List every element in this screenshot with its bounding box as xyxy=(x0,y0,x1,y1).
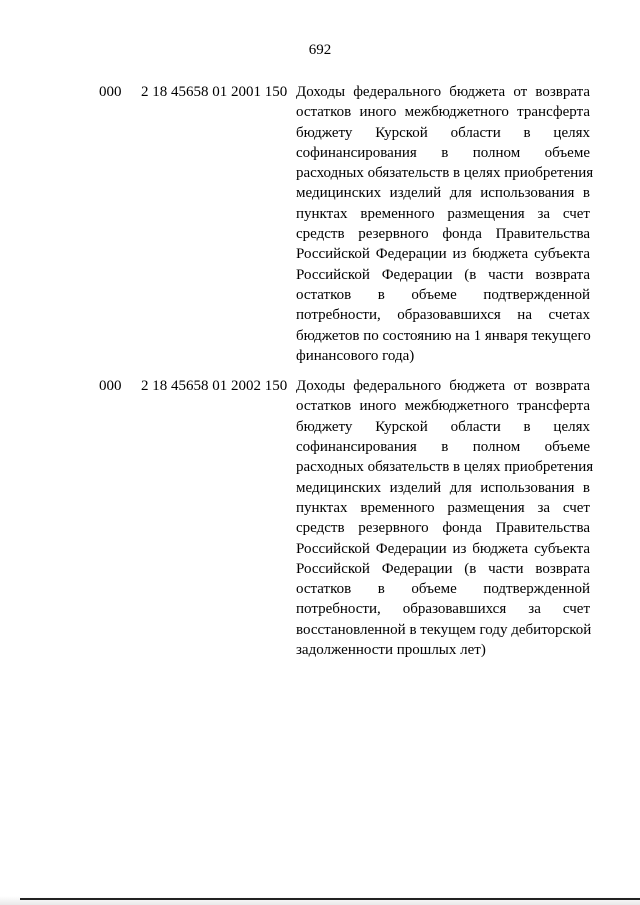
description-line: расходных обязательств в целях приобретения xyxy=(296,459,594,476)
description-line: пунктах временного размещения за счет xyxy=(296,205,590,222)
description-line: средств резервного фонда Правительства xyxy=(296,226,590,243)
description-line: потребности, образовавшихся за счет xyxy=(296,601,590,618)
description-line: расходных обязательств в целях приобретения xyxy=(296,165,594,182)
description-line: задолженности прошлых лет) xyxy=(296,642,486,659)
income-description xyxy=(296,82,594,366)
description-line: медицинских изделий для использования в xyxy=(296,185,590,202)
income-description xyxy=(296,376,594,660)
page-number: 692 xyxy=(308,42,332,58)
description-line: софинансирования в полном объеме xyxy=(296,439,590,456)
administrator-code: 000 xyxy=(99,378,122,395)
description-line: бюджету Курской области в целях xyxy=(296,124,590,141)
administrator-code: 000 xyxy=(99,84,122,100)
description-line: остатков иного межбюджетного трансферта xyxy=(296,104,590,121)
description-line: Российской Федерации из бюджета субъекта xyxy=(296,246,590,263)
scan-bottom-rule xyxy=(20,898,640,900)
description-line: софинансирования в полном объеме xyxy=(296,144,590,161)
description-line: Доходы федерального бюджета от возврата xyxy=(296,84,590,100)
budget-code-entry-2 xyxy=(0,376,640,660)
description-line: пунктах временного размещения за счет xyxy=(296,499,590,516)
budget-code-entry-1 xyxy=(0,82,640,366)
description-line: медицинских изделий для использования в xyxy=(296,479,590,496)
description-line: средств резервного фонда Правительства xyxy=(296,520,590,537)
description-line: бюджетов по состоянию на 1 января текущего xyxy=(296,327,591,344)
description-line: восстановленной в текущем году дебиторской xyxy=(296,621,592,638)
budget-codes-list xyxy=(0,82,640,670)
description-line: бюджету Курской области в целях xyxy=(296,418,590,435)
description-line: Доходы федерального бюджета от возврата xyxy=(296,378,590,395)
description-line: Российской Федерации (в части возврата xyxy=(296,560,590,577)
description-line: потребности, образовавшихся на счетах xyxy=(296,307,590,324)
classification-code: 2 18 45658 01 2002 150 xyxy=(141,378,288,395)
description-line: Российской Федерации (в части возврата xyxy=(296,266,590,283)
description-line: остатков в объеме подтвержденной xyxy=(296,581,590,598)
description-line: Российской Федерации из бюджета субъекта xyxy=(296,540,590,557)
description-line: финансового года) xyxy=(296,347,415,364)
description-line: остатков иного межбюджетного трансферта xyxy=(296,398,590,415)
classification-code: 2 18 45658 01 2001 150 xyxy=(141,84,288,100)
description-line: остатков в объеме подтвержденной xyxy=(296,286,590,303)
